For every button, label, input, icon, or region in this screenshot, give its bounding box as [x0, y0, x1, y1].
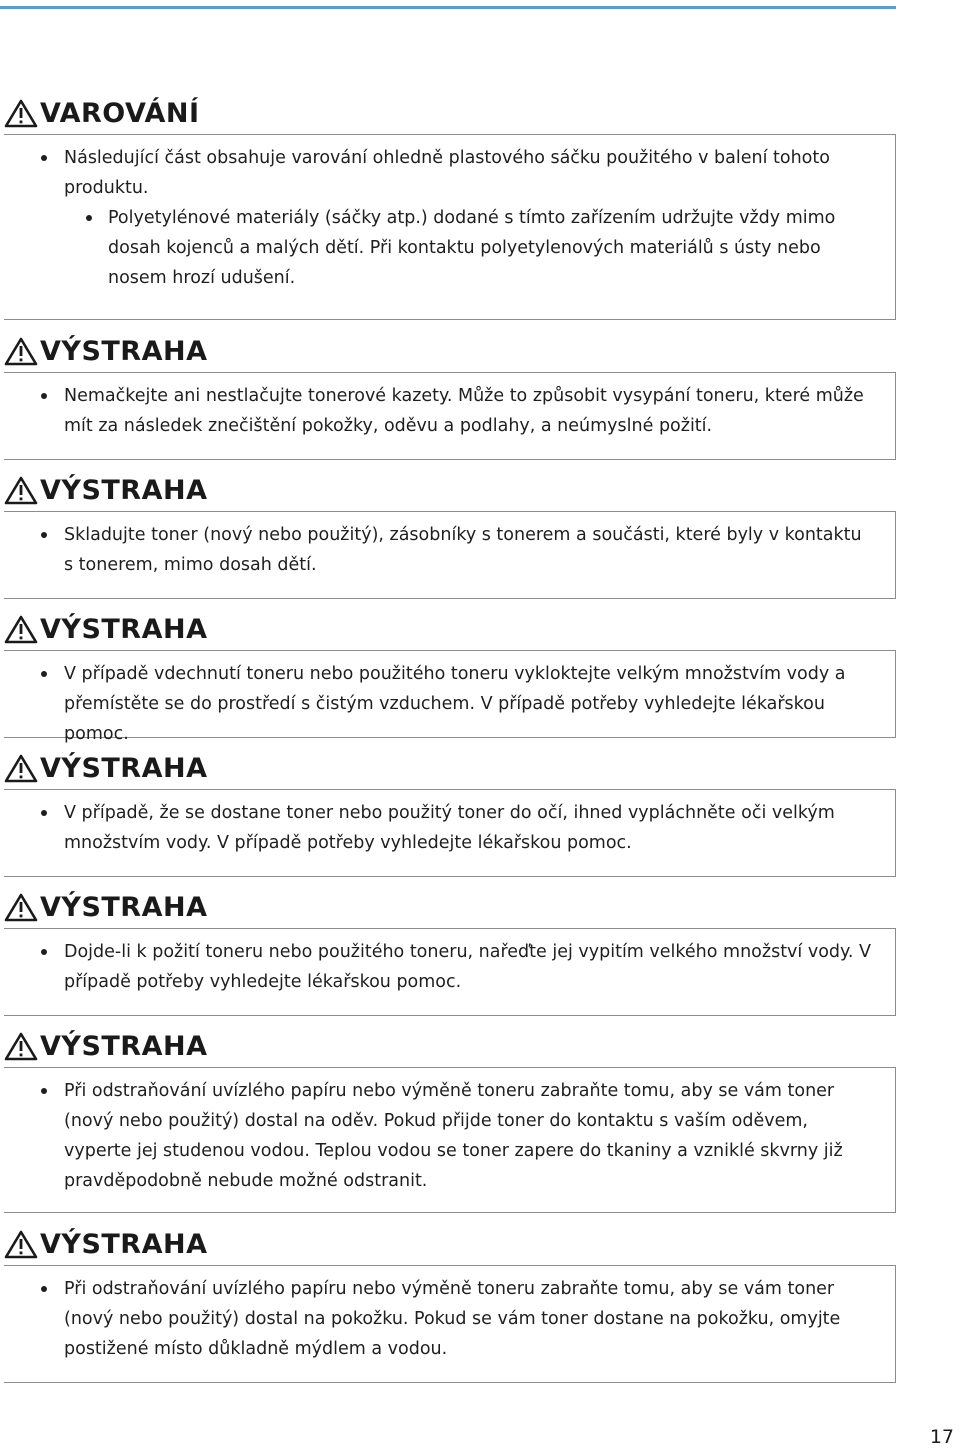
top-rule	[0, 6, 896, 9]
section-heading-text: VÝSTRAHA	[40, 613, 208, 645]
notice-box	[4, 1067, 896, 1213]
warning-triangle-icon	[4, 98, 38, 128]
list-item: Dojde-li k požití toneru nebo použitého toneru, nařeďte jej vypitím velkého množství vody. V případě potřeby vyhledejte lékařskou pomoc.	[4, 937, 873, 997]
section-heading-text: VÝSTRAHA	[40, 474, 208, 506]
section-heading	[4, 92, 896, 134]
warning-triangle-icon	[4, 753, 38, 783]
list-item: V případě, že se dostane toner nebo použitý toner do očí, ihned vypláchněte oči velkým množstvím vody. V případě potřeby vyhledejte lékařskou pomoc.	[4, 798, 873, 858]
notice-box	[4, 134, 896, 320]
notice-box	[4, 789, 896, 877]
notice-box	[4, 511, 896, 599]
list-item: Při odstraňování uvízlého papíru nebo výměně toneru zabraňte tomu, aby se vám toner (nový nebo použitý) dostal na oděv. Pokud přijde toner do kontaktu s vaším oděvem, vyperte jej studenou vodou. Teplou vodou se toner zapere do tkaniny a vzniklé skvrny již pravděpodobně nebude možné odstranit.	[4, 1076, 873, 1196]
page-number: 17	[929, 1426, 954, 1448]
section-heading	[4, 1223, 896, 1265]
section-heading	[4, 886, 896, 928]
caution-section	[4, 469, 896, 599]
warning-section	[4, 92, 896, 320]
caution-section	[4, 886, 896, 1016]
warning-triangle-icon	[4, 1031, 38, 1061]
section-heading-text: VÝSTRAHA	[40, 1228, 208, 1260]
warning-triangle-icon	[4, 1229, 38, 1259]
notice-box	[4, 372, 896, 460]
warning-triangle-icon	[4, 614, 38, 644]
section-heading	[4, 608, 896, 650]
warning-triangle-icon	[4, 336, 38, 366]
caution-section	[4, 747, 896, 877]
section-heading	[4, 469, 896, 511]
notice-box	[4, 1265, 896, 1383]
list-item: Polyetylénové materiály (sáčky atp.) dodané s tímto zařízením udržujte vždy mimo dosah kojenců a malých dětí. Při kontaktu polyetylenových materiálů s ústy nebo nosem hrozí udušení.	[4, 203, 873, 293]
caution-section	[4, 1025, 896, 1213]
list-item: Nemačkejte ani nestlačujte tonerové kazety. Může to způsobit vysypání toneru, které může mít za následek znečištění pokožky, oděvu a podlahy, a neúmyslné požití.	[4, 381, 873, 441]
caution-section	[4, 330, 896, 460]
section-heading	[4, 330, 896, 372]
section-heading	[4, 1025, 896, 1067]
list-item: Skladujte toner (nový nebo použitý), zásobníky s tonerem a součásti, které byly v kontaktu s tonerem, mimo dosah dětí.	[4, 520, 873, 580]
section-heading-text: VÝSTRAHA	[40, 752, 208, 784]
section-heading	[4, 747, 896, 789]
caution-section	[4, 1223, 896, 1383]
list-item: Při odstraňování uvízlého papíru nebo výměně toneru zabraňte tomu, aby se vám toner (nový nebo použitý) dostal na pokožku. Pokud se vám toner dostane na pokožku, omyjte postižené místo důkladně mýdlem a vodou.	[4, 1274, 873, 1364]
section-heading-text: VÝSTRAHA	[40, 335, 208, 367]
notice-box	[4, 650, 896, 744]
caution-section	[4, 608, 896, 744]
warning-triangle-icon	[4, 475, 38, 505]
list-item: Následující část obsahuje varování ohledně plastového sáčku použitého v balení tohoto produktu.	[4, 143, 873, 203]
list-item: V případě vdechnutí toneru nebo použitého toneru vykloktejte velkým množstvím vody a přemístěte se do prostředí s čistým vzduchem. V případě potřeby vyhledejte lékařskou pomoc.	[4, 659, 873, 749]
section-heading-text: VÝSTRAHA	[40, 1030, 208, 1062]
warning-triangle-icon	[4, 892, 38, 922]
section-heading-text: VÝSTRAHA	[40, 891, 208, 923]
notice-box	[4, 928, 896, 1016]
section-heading-text: VAROVÁNÍ	[40, 97, 200, 129]
